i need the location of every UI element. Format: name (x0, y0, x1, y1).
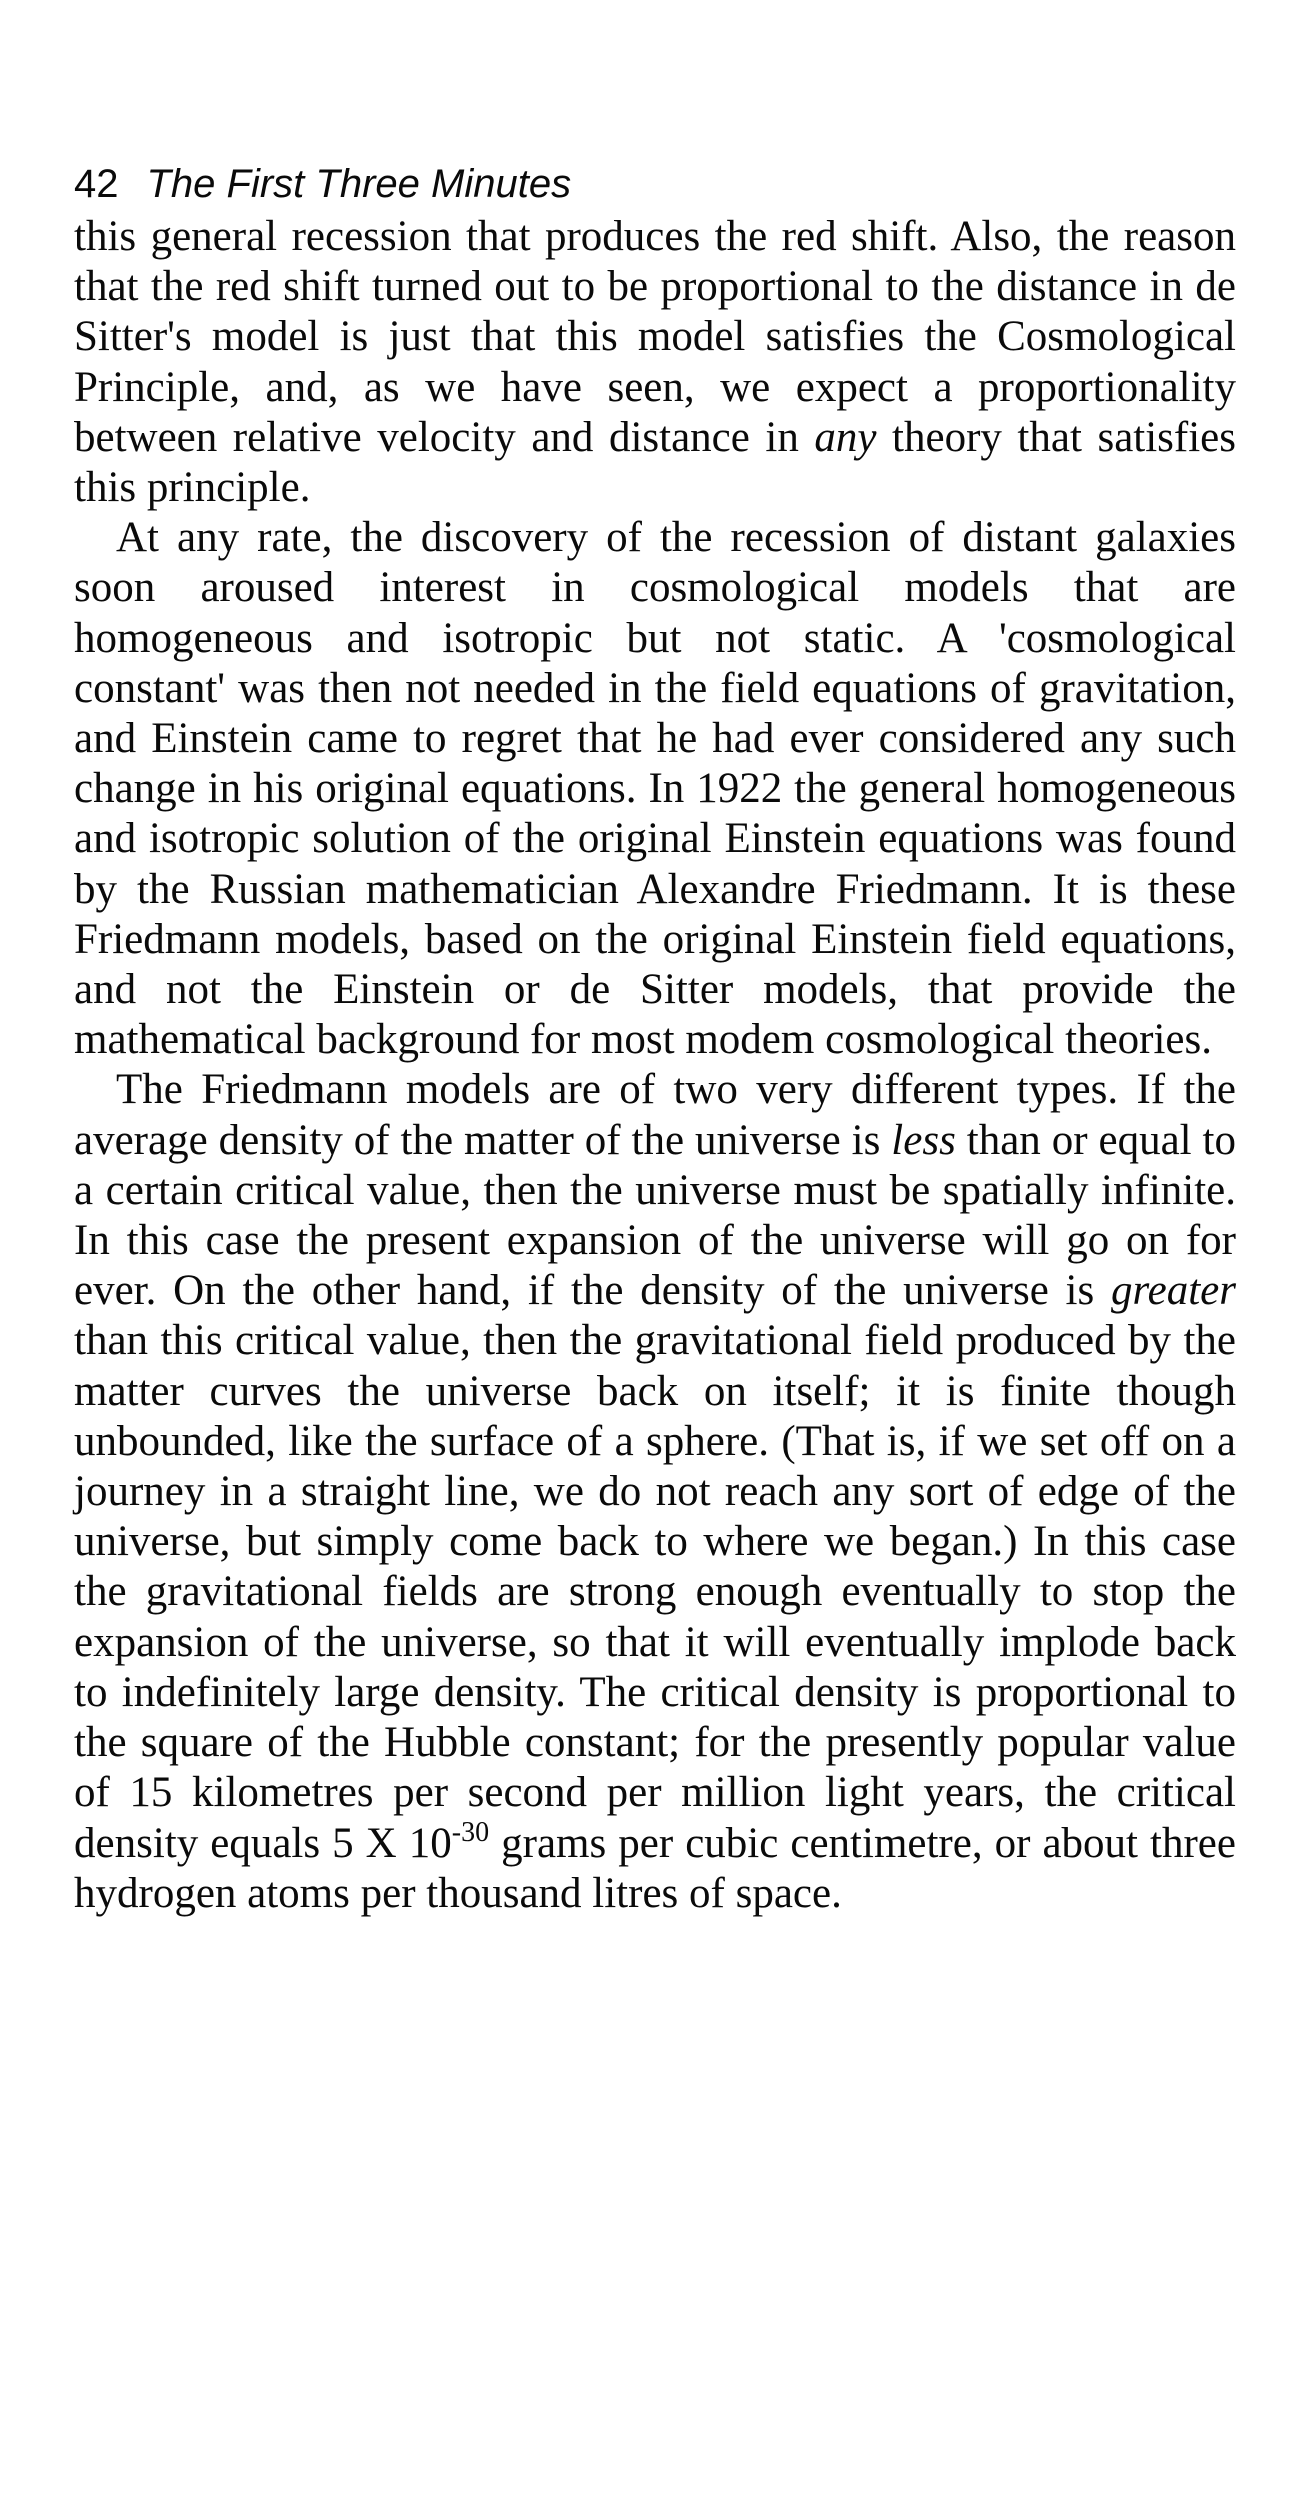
paragraph-3-emphasis-less: less (891, 1116, 956, 1164)
running-head (74, 160, 1236, 208)
paragraph-1-text-b: theory that satisfies this principle. (74, 413, 1236, 512)
paragraph-3-text-d: grams per cubic centimetre, or about three hydrogen atoms per thousand litres of space. (74, 1819, 1236, 1917)
paragraph-2 (74, 513, 1236, 1065)
paragraph-2-text: At any rate, the discovery of the recession of distant galaxies soon aroused interest in cosmological models that are homogeneous and isotropic but not static. A 'cosmological constant' was then not needed in the field equations of gravitation, and Einstein came to regret that he had ever considered any such change in his original equations. In 1922 the general homogeneous and isotropic solution of the original Einstein equations was found by the Russian mathematician Alexandre Friedmann. It is these Friedmann models, based on the original Einstein field equations, and not the Einstein or de Sitter models, that provide the mathematical background for most modem cosmological theories. (74, 514, 1236, 1064)
paragraph-3-text-c: than this critical value, then the gravitational field produced by the matter curves the universe back on itself; it is finite though unbounded, like the surface of a sphere. (That is, if we set off on a journey in a straight line, we do not reach any sort of edge of the universe, but simply come back to where we began.) In this case the gravitational fields are strong enough eventually to stop the expansion of the universe, so that it will eventually implode back to indefinitely large density. The critical density is proportional to the square of the Hubble constant; for the presently popular value of 15 kilometres per second per million light years, the critical density equals 5 X 10 (74, 1317, 1236, 1867)
paragraph-1 (74, 212, 1236, 513)
book-page (74, 160, 1236, 1919)
paragraph-3-emphasis-greater: greater (1111, 1267, 1236, 1315)
book-title: The First Three Minutes (146, 162, 572, 206)
paragraph-1-text-a: this general recession that produces the red shift. Also, the reason that the red shift turned out to be proportional to the distance in de Sitter's model is just that this model satisfies the Cosmological Principle, and, as we have seen, we expect a proportionality between relative velocity and distance in (74, 213, 1236, 461)
paragraph-3-text-b: than or equal to a certain critical value, then the universe must be spatially infinite. In this case the present expansion of the universe will go on for ever. On the other hand, if the density of the universe is (74, 1116, 1237, 1315)
exponent: -30 (451, 1816, 490, 1848)
paragraph-3 (74, 1065, 1236, 1918)
paragraph-3-text-a: The Friedmann models are of two very different types. If the average density of the matter of the universe is (74, 1066, 1236, 1164)
paragraph-1-emphasis: any (814, 413, 877, 461)
page-number: 42 (74, 162, 119, 206)
